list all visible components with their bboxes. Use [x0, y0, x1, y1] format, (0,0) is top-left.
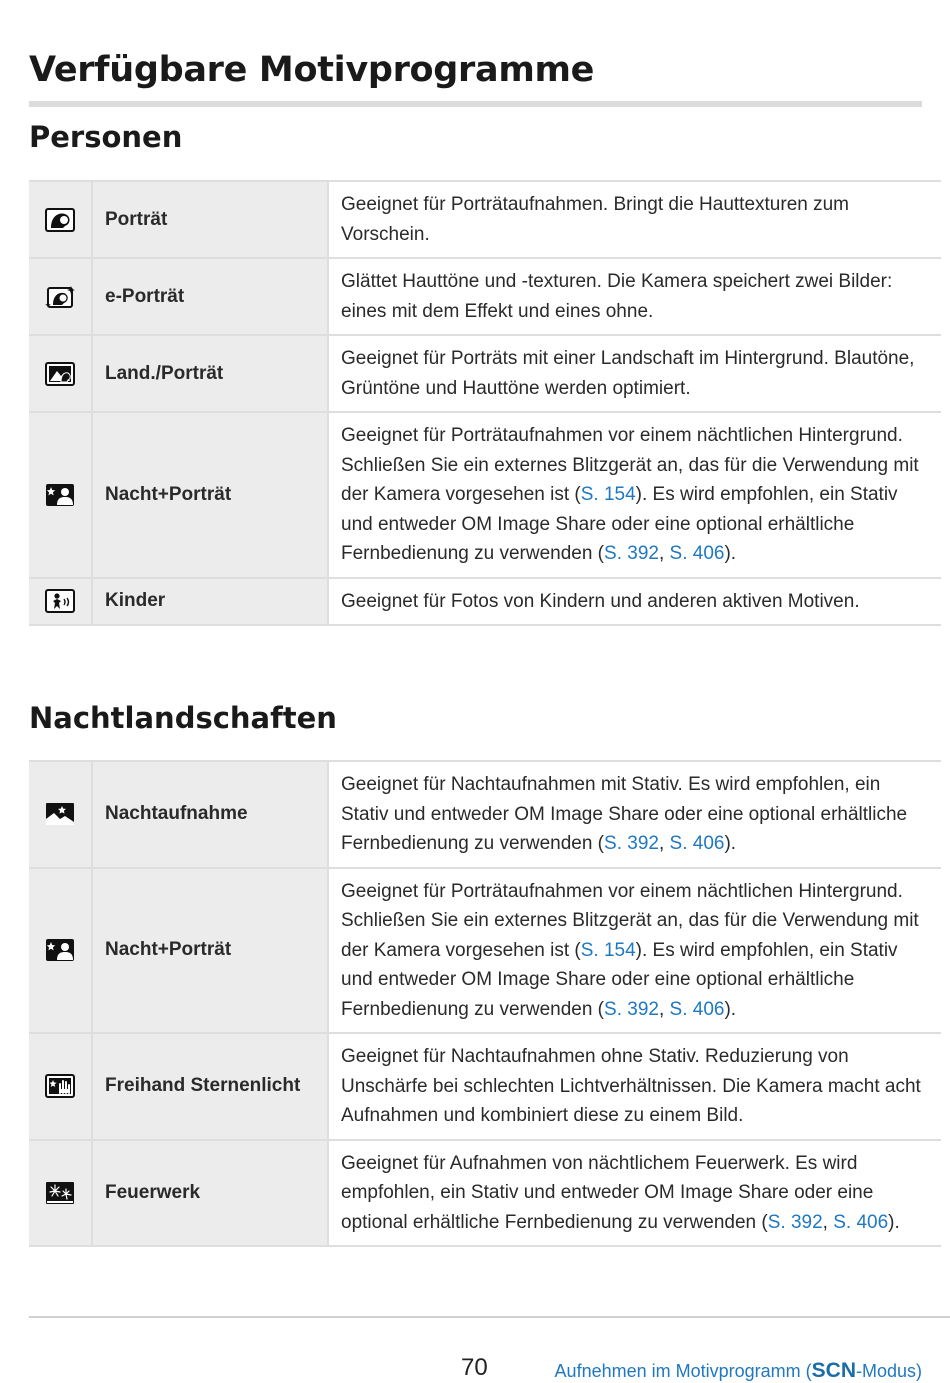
- footer-title-prefix: Aufnehmen im Motivprogramm (: [554, 1361, 812, 1381]
- mode-row: [29, 412, 941, 578]
- description-text: ). Es wird empfohlen, ein Stativ und entweder OM Image Share oder eine optional erhältliche Fernbedienung zu verwenden (: [341, 484, 898, 564]
- page-reference-link[interactable]: S. 406: [669, 833, 725, 854]
- page-reference-link[interactable]: S. 154: [580, 939, 636, 961]
- mode-name: Freihand Sternenlicht: [92, 1033, 328, 1140]
- page-reference-link[interactable]: S. 392: [604, 998, 659, 1020]
- description-text: Glättet Hauttöne und -texturen. Die Kamera speichert zwei Bilder: eines mit dem Effekt und eines ohne.: [341, 271, 893, 322]
- description-text: Geeignet für Nachtaufnahmen ohne Stativ. Reduzierung von Unschärfe bei schlechten Lichtverhältnissen. Die Kamera macht acht Aufnahmen und kombiniert diese zu einem Bild.: [341, 1046, 921, 1126]
- description-text: ).: [724, 543, 737, 564]
- description-text: Geeignet für Porträtaufnahmen vor einem nächtlichen Hintergrund. Schließen Sie ein externes Blitzgerät an, das für die Verwendung mit der Kamera vorgesehen ist (: [341, 425, 919, 505]
- footer-rule: [29, 1316, 950, 1318]
- mode-name: Kinder: [92, 578, 328, 626]
- description-text: ).: [724, 833, 737, 854]
- mode-description: [328, 335, 941, 412]
- description-text: ).: [724, 998, 737, 1020]
- fireworks-icon: [45, 1181, 75, 1205]
- description-text: ,: [658, 998, 670, 1020]
- footer-chapter-link[interactable]: [555, 1359, 922, 1383]
- icon-cell: [29, 1033, 92, 1140]
- description-text: ,: [822, 1211, 834, 1233]
- page-reference-link[interactable]: S. 406: [669, 998, 725, 1020]
- mode-row: [29, 868, 941, 1034]
- title-rule: [29, 101, 922, 107]
- icon-cell: [29, 181, 92, 258]
- icon-cell: [29, 868, 92, 1034]
- mode-description: [328, 1033, 941, 1140]
- mode-description: [328, 181, 941, 258]
- mode-name: e-Porträt: [92, 258, 328, 335]
- e-portrait-icon: [45, 285, 75, 309]
- portrait-icon: [45, 208, 75, 232]
- page-reference-link[interactable]: S. 392: [767, 1211, 823, 1233]
- mode-row: [29, 761, 941, 868]
- page-title: Verfügbare Motivprogramme: [29, 50, 595, 90]
- description-text: ). Es wird empfohlen, ein Stativ und entweder OM Image Share oder eine optional erhältliche Fernbedienung zu verwenden (: [341, 939, 898, 1020]
- night-portrait-icon: [45, 938, 75, 962]
- children-icon: [45, 589, 75, 613]
- description-text: Geeignet für Porträts mit einer Landschaft im Hintergrund. Blautöne, Grüntöne und Hauttöne werden optimiert.: [341, 348, 915, 399]
- icon-cell: [29, 258, 92, 335]
- description-text: Geeignet für Porträtaufnahmen. Bringt die Hauttexturen zum Vorschein.: [341, 194, 849, 245]
- section-heading-personen: Personen: [29, 120, 183, 154]
- mode-description: [328, 578, 941, 626]
- mode-description: [328, 868, 941, 1034]
- mode-name: Nacht+Porträt: [92, 412, 328, 578]
- description-text: Geeignet für Nachtaufnahmen mit Stativ. Es wird empfohlen, ein Stativ und entweder OM Image Share oder eine optional erhältliche Fernbedienung zu verwenden (: [341, 774, 908, 854]
- mode-row: [29, 258, 941, 335]
- nachtlandschaften-table: [29, 760, 941, 1247]
- description-text: ).: [888, 1211, 900, 1233]
- page-number: 70: [461, 1354, 488, 1381]
- mode-description: [328, 1140, 941, 1247]
- description-text: Geeignet für Aufnahmen von nächtlichem Feuerwerk. Es wird empfohlen, ein Stativ und entweder OM Image Share oder eine optional erhältliche Fernbedienung zu verwenden (: [341, 1152, 874, 1233]
- description-text: ,: [658, 543, 670, 564]
- description-text: ,: [658, 833, 670, 854]
- page-reference-link[interactable]: S. 392: [604, 833, 659, 854]
- mode-description: [328, 258, 941, 335]
- footer-title-suffix: -Modus): [855, 1361, 922, 1381]
- mode-row: [29, 578, 941, 626]
- page-reference-link[interactable]: S. 406: [833, 1211, 889, 1233]
- mode-description: [328, 761, 941, 868]
- mode-name: Nacht+Porträt: [92, 868, 328, 1034]
- scn-mode-label: SCN: [811, 1359, 856, 1382]
- page-reference-link[interactable]: S. 154: [580, 484, 636, 505]
- mode-row: [29, 1140, 941, 1247]
- icon-cell: [29, 1140, 92, 1247]
- personen-table: [29, 180, 941, 626]
- night-portrait-icon: [45, 483, 75, 507]
- icon-cell: [29, 412, 92, 578]
- mode-description: [328, 412, 941, 578]
- description-text: Geeignet für Porträtaufnahmen vor einem nächtlichen Hintergrund. Schließen Sie ein externes Blitzgerät an, das für die Verwendung mit der Kamera vorgesehen ist (: [341, 880, 919, 961]
- night-scene-icon: [45, 802, 75, 826]
- description-text: Geeignet für Fotos von Kindern und anderen aktiven Motiven.: [341, 590, 860, 612]
- icon-cell: [29, 578, 92, 626]
- mode-row: [29, 181, 941, 258]
- hand-held-starlight-icon: [45, 1074, 75, 1098]
- mode-name: Nachtaufnahme: [92, 761, 328, 868]
- icon-cell: [29, 335, 92, 412]
- mode-name: Feuerwerk: [92, 1140, 328, 1247]
- section-heading-nachtlandschaften: Nachtlandschaften: [29, 701, 337, 735]
- mode-row: [29, 1033, 941, 1140]
- icon-cell: [29, 761, 92, 868]
- mode-row: [29, 335, 941, 412]
- landscape-portrait-icon: [45, 362, 75, 386]
- page-reference-link[interactable]: S. 406: [669, 543, 725, 564]
- page-reference-link[interactable]: S. 392: [604, 543, 659, 564]
- mode-name: Porträt: [92, 181, 328, 258]
- mode-name: Land./Porträt: [92, 335, 328, 412]
